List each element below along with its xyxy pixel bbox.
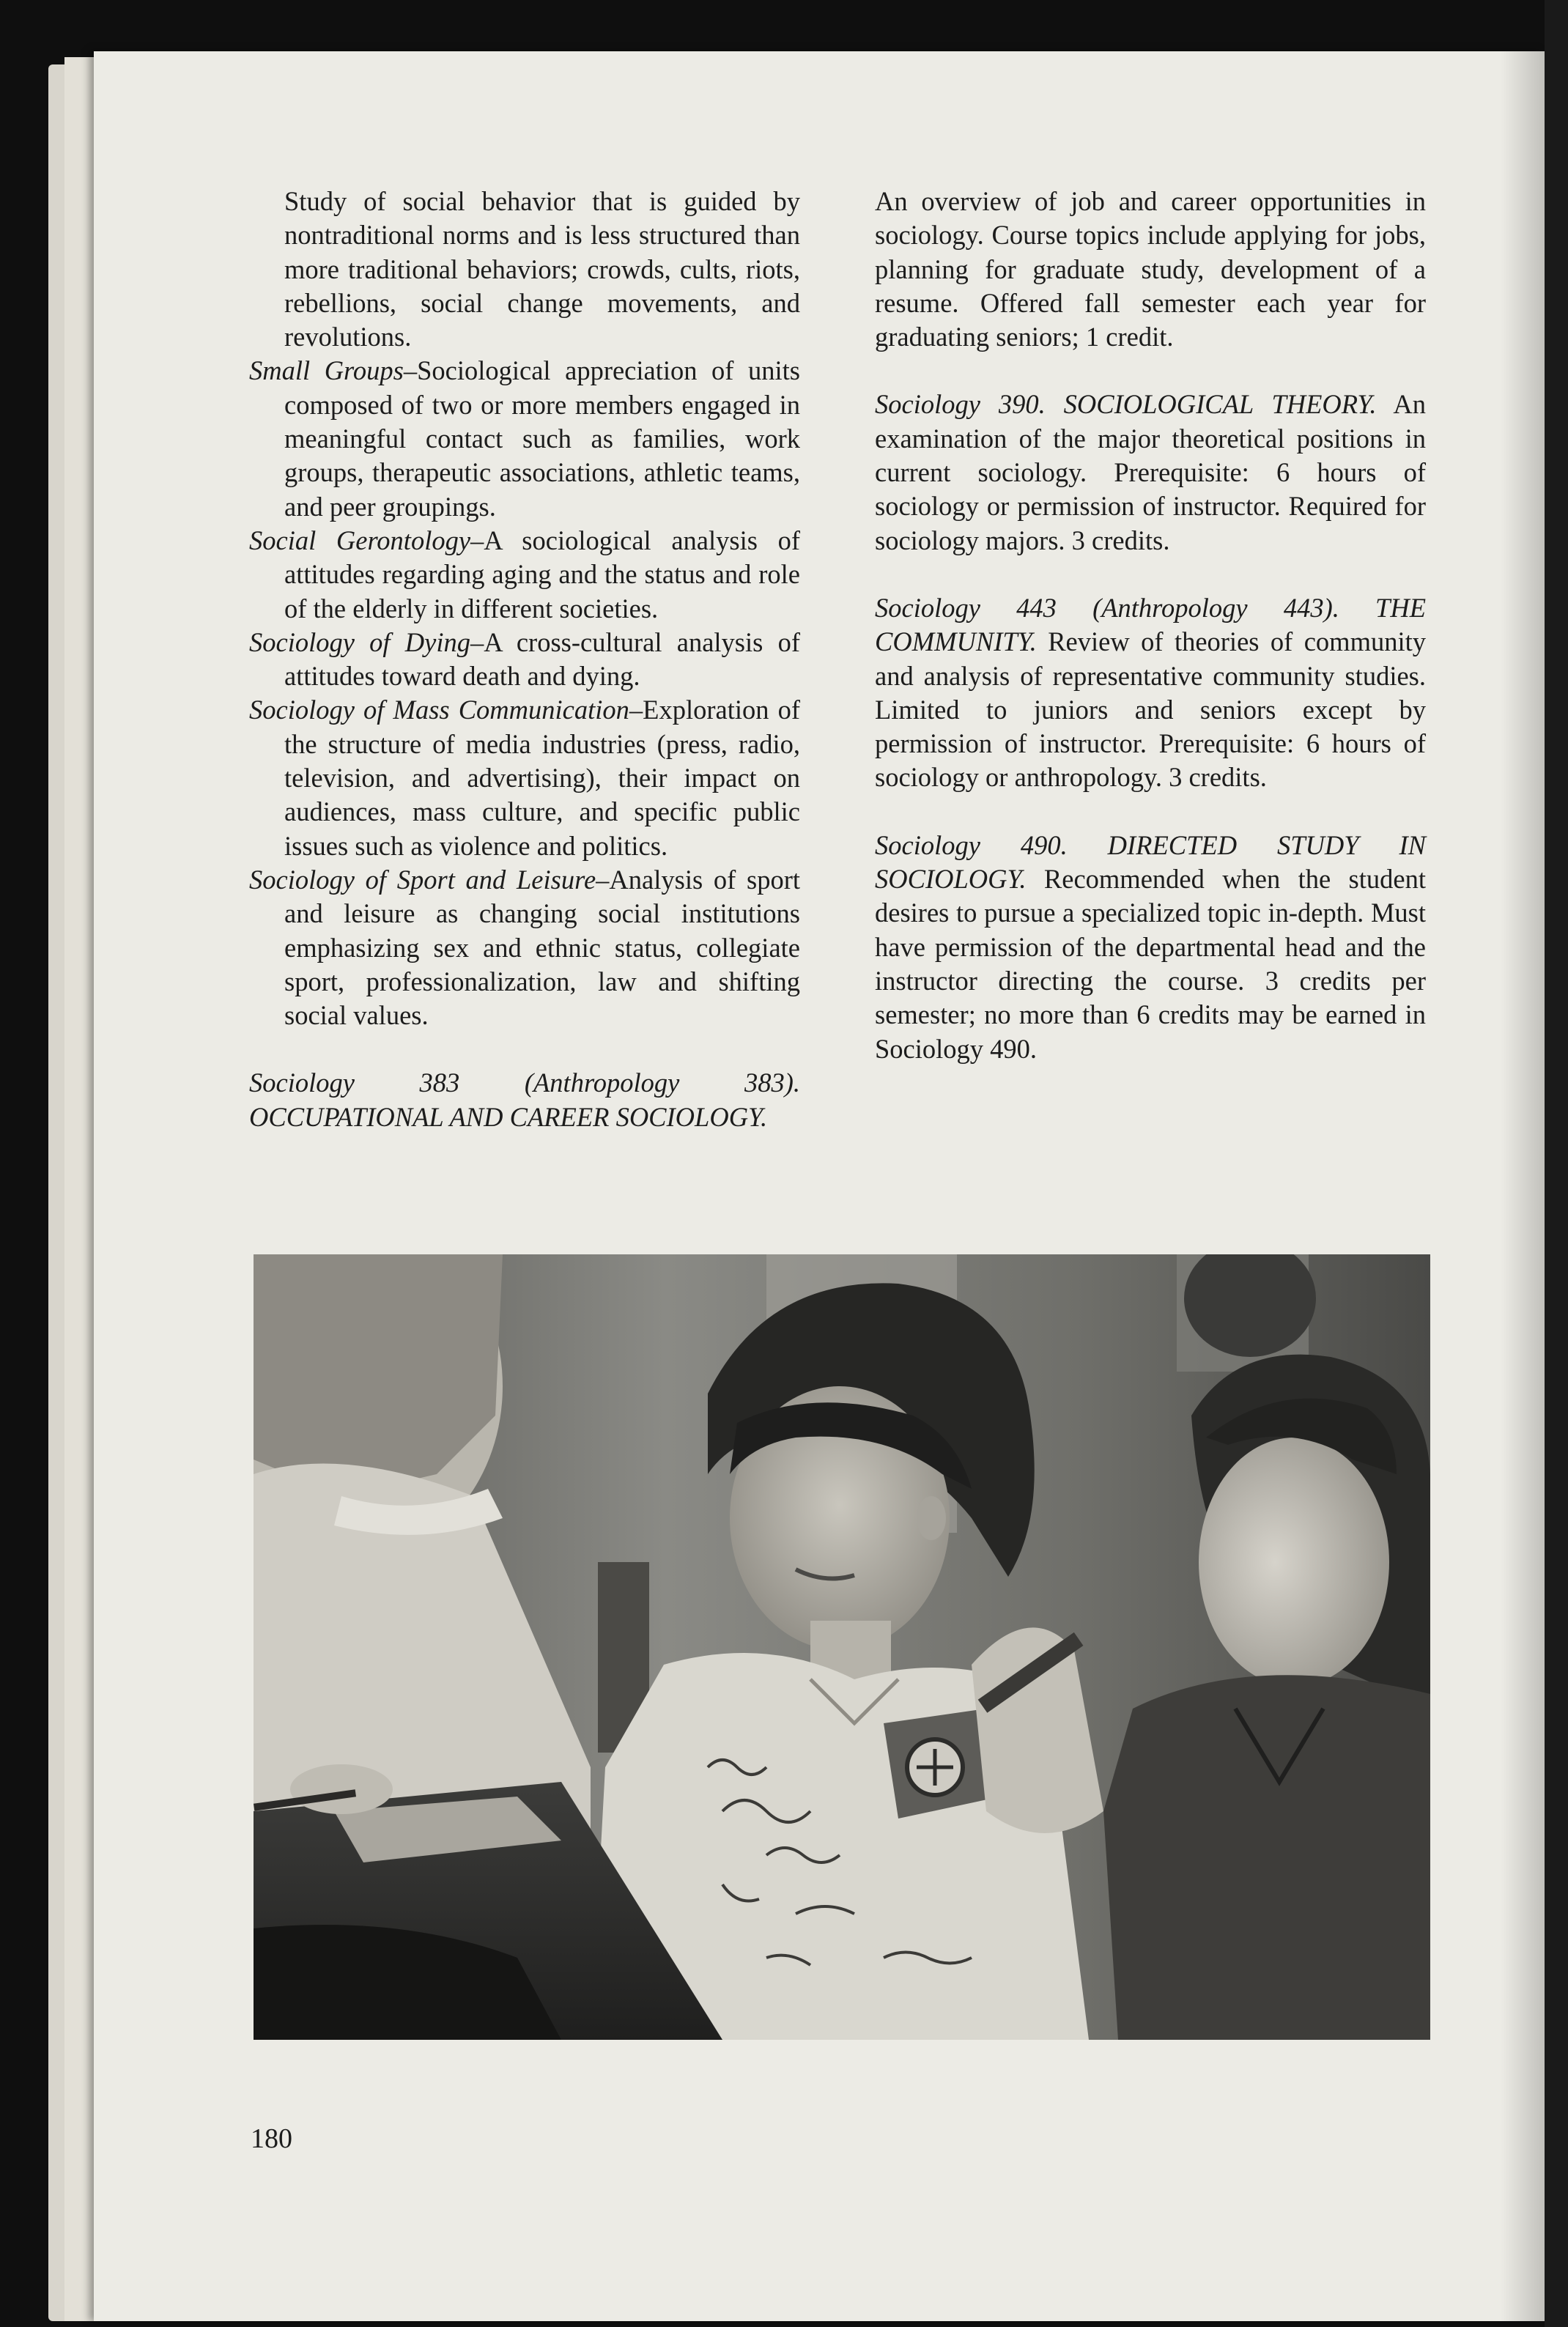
topic-text: Analysis of sport and leisure as changing social institutions emphasizing sex and ethnic status, collegiate sport, professionalization, law and shifting social values.: [284, 864, 800, 1031]
topic-title: Social Gerontology: [249, 525, 471, 555]
topic-text: Sociological appreciation of units composed of two or more members engaged in meaningful contact such as families, work groups, therapeutic associations, athletic teams, and peer groupings.: [284, 355, 800, 522]
gutter-shadow: [1501, 51, 1545, 2321]
course-heading: Sociology 390. SOCIOLOGICAL THEORY.: [875, 389, 1377, 420]
course-text: Review of theories of community and analysis of representative community studies. Limited to juniors and seniors except by permission of instructor. Prerequisite: 6 hours of sociology or anthropology. 3 credits.: [875, 626, 1426, 793]
continuation-paragraph: Study of social behavior that is guided by nontraditional norms and is less structured than more traditional behaviors; crowds, cults, riots, rebellions, social change movements, and revolutions.: [284, 186, 800, 352]
topic-title: Sociology of Mass Communication: [249, 695, 629, 725]
topic-mass-communication: Sociology of Mass Communication–Exploration of the structure of media industries (press, radio, television, and advertising), their impact on audiences, mass culture, and specific public issues such as violence and politics.: [249, 695, 800, 861]
spacer: [249, 1032, 800, 1066]
photo-illustration: [254, 1254, 1430, 2040]
topic-title: Small Groups: [249, 355, 404, 386]
course-443: [875, 591, 1426, 795]
course-383-heading: Sociology 383 (Anthropology 383). OCCUPATIONAL AND CAREER SOCIOLOGY.: [249, 1068, 800, 1132]
course-383-description: An overview of job and career opportunities in sociology. Course topics include applying for jobs, planning for graduate study, development of a resume. Offered fall semester each year for graduating seniors; 1 credit.: [875, 186, 1426, 352]
topic-sociology-of-dying: Sociology of Dying–A cross-cultural analysis of attitudes toward death and dying.: [249, 626, 800, 692]
course-490: [875, 829, 1426, 1066]
classroom-photo: [254, 1254, 1430, 2040]
spacer: [875, 558, 1426, 591]
topic-small-groups: Small Groups–Sociological appreciation of units composed of two or more members engaged in meaningful contact such as families, work groups, therapeutic associations, athletic teams, and peer groupings.: [249, 355, 800, 522]
course-text: Recommended when the student desires to pursue a specialized topic in-depth. Must have permission of the departmental head and the instructor directing the course. 3 credits per semester; no more than 6 credits may be earned in Sociology 490.: [875, 864, 1426, 1064]
topic-text: Exploration of the structure of media industries (press, radio, television, and advertising), their impact on audiences, mass culture, and specific public issues such as violence and politics.: [284, 695, 800, 861]
course-heading: Sociology 490. DIRECTED STUDY IN SOCIOLOGY.: [875, 829, 1426, 895]
topic-title: Sociology of Sport and Leisure: [249, 864, 596, 895]
topic-title: Sociology of Dying: [249, 626, 471, 657]
left-column: [249, 185, 800, 1134]
spacer: [875, 354, 1426, 388]
facing-page-edge: [1545, 0, 1568, 2327]
page-number: 180: [251, 2123, 292, 2154]
topic-sport-and-leisure: Sociology of Sport and Leisure–Analysis of sport and leisure as changing social institutions emphasizing sex and ethnic status, collegiate sport, professionalization, law and shifting social values.: [249, 864, 800, 1031]
course-text: An examination of the major theoretical positions in current sociology. Prerequisite: 6 hours of sociology or permission of instructor. Required for sociology majors. 3 credits.: [875, 389, 1426, 555]
course-heading: Sociology 443 (Anthropology 443). THE COMMUNITY.: [875, 592, 1426, 657]
topic-text: A sociological analysis of attitudes regarding aging and the status and role of the elderly in different societies.: [284, 525, 800, 624]
spacer: [875, 795, 1426, 829]
topic-social-gerontology: Social Gerontology–A sociological analysis of attitudes regarding aging and the status and role of the elderly in different societies.: [249, 525, 800, 624]
topic-text: A cross-cultural analysis of attitudes toward death and dying.: [284, 626, 800, 692]
right-column: [875, 185, 1426, 1066]
course-390: [875, 388, 1426, 557]
